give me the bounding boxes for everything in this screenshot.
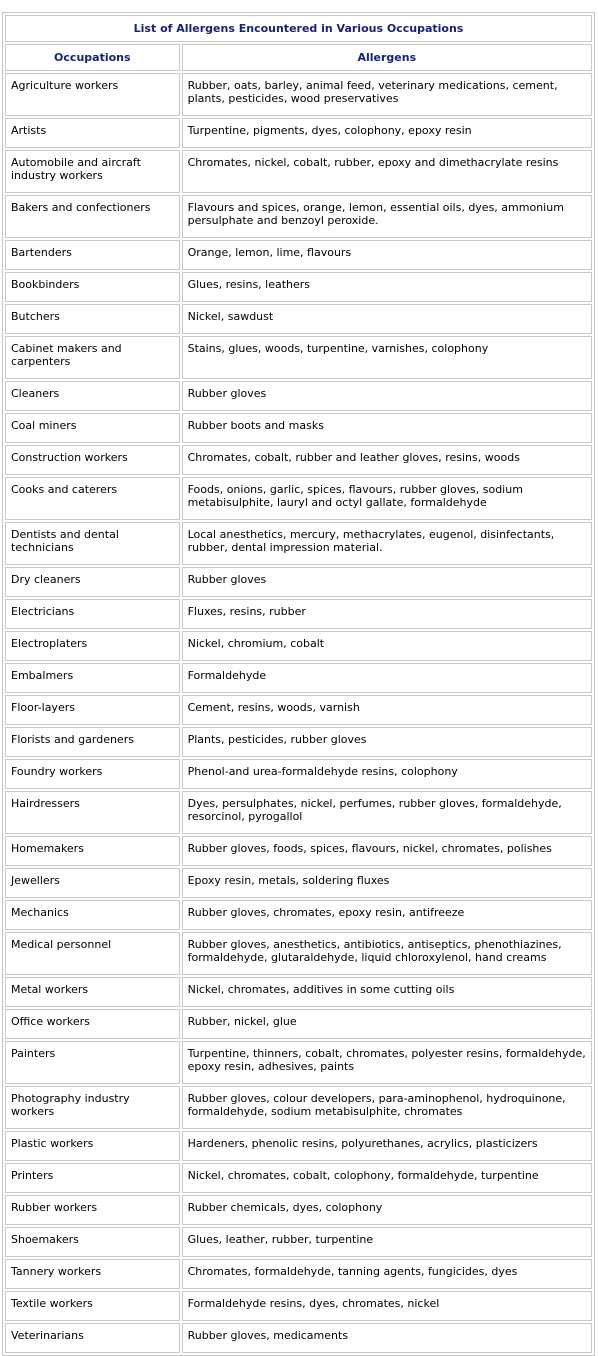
allergens-cell: Rubber gloves, foods, spices, flavours, nickel, chromates, polishes [182, 836, 592, 866]
title-row [5, 15, 592, 42]
table-row [5, 118, 592, 148]
occupation-cell: Foundry workers [5, 759, 180, 789]
allergens-cell: Nickel, chromium, cobalt [182, 631, 592, 661]
allergens-cell: Rubber gloves, colour developers, para-aminophenol, hydroquinone, formaldehyde, sodium metabisulphite, chromates [182, 1086, 592, 1129]
table-row [5, 1131, 592, 1161]
occupation-cell: Rubber workers [5, 1195, 180, 1225]
table-row [5, 900, 592, 930]
allergens-cell: Cement, resins, woods, varnish [182, 695, 592, 725]
allergens-cell: Chromates, nickel, cobalt, rubber, epoxy and dimethacrylate resins [182, 150, 592, 193]
allergens-cell: Hardeners, phenolic resins, polyurethanes, acrylics, plasticizers [182, 1131, 592, 1161]
occupation-cell: Photography industry workers [5, 1086, 180, 1129]
occupation-cell: Cooks and caterers [5, 477, 180, 520]
table-row [5, 272, 592, 302]
allergens-cell: Epoxy resin, metals, soldering fluxes [182, 868, 592, 898]
allergens-cell: Fluxes, resins, rubber [182, 599, 592, 629]
occupation-cell: Bookbinders [5, 272, 180, 302]
allergens-cell: Rubber, nickel, glue [182, 1009, 592, 1039]
table-row [5, 932, 592, 975]
allergens-cell: Rubber gloves, medicaments [182, 1323, 592, 1353]
allergens-cell: Rubber gloves, chromates, epoxy resin, antifreeze [182, 900, 592, 930]
table-row [5, 381, 592, 411]
table-row [5, 868, 592, 898]
table-row [5, 1086, 592, 1129]
table-row [5, 1041, 592, 1084]
table-row [5, 695, 592, 725]
occupation-cell: Electroplaters [5, 631, 180, 661]
allergens-cell: Stains, glues, woods, turpentine, varnishes, colophony [182, 336, 592, 379]
occupation-cell: Mechanics [5, 900, 180, 930]
occupation-cell: Butchers [5, 304, 180, 334]
occupation-cell: Jewellers [5, 868, 180, 898]
occupation-cell: Homemakers [5, 836, 180, 866]
allergens-cell: Flavours and spices, orange, lemon, essential oils, dyes, ammonium persulphate and benzoyl peroxide. [182, 195, 592, 238]
table-row [5, 73, 592, 116]
occupation-cell: Cleaners [5, 381, 180, 411]
occupation-cell: Painters [5, 1041, 180, 1084]
table-row [5, 336, 592, 379]
header-row [5, 44, 592, 71]
table-row [5, 1009, 592, 1039]
table-row [5, 663, 592, 693]
occupation-cell: Dry cleaners [5, 567, 180, 597]
table-row [5, 195, 592, 238]
occupation-cell: Shoemakers [5, 1227, 180, 1257]
allergens-cell: Phenol-and urea-formaldehyde resins, colophony [182, 759, 592, 789]
header-allergens: Allergens [182, 44, 592, 71]
table-row [5, 631, 592, 661]
allergens-cell: Foods, onions, garlic, spices, flavours, rubber gloves, sodium metabisulphite, lauryl and octyl gallate, formaldehyde [182, 477, 592, 520]
occupation-cell: Agriculture workers [5, 73, 180, 116]
table-row [5, 150, 592, 193]
allergens-cell: Rubber boots and masks [182, 413, 592, 443]
table-row [5, 522, 592, 565]
allergens-cell: Turpentine, thinners, cobalt, chromates, polyester resins, formaldehyde, epoxy resin, adhesives, paints [182, 1041, 592, 1084]
occupation-cell: Metal workers [5, 977, 180, 1007]
occupation-cell: Coal miners [5, 413, 180, 443]
occupation-cell: Electricians [5, 599, 180, 629]
table-title: List of Allergens Encountered in Various Occupations [5, 15, 592, 42]
table-row [5, 477, 592, 520]
table-row [5, 1323, 592, 1353]
table-row [5, 445, 592, 475]
allergens-cell: Turpentine, pigments, dyes, colophony, epoxy resin [182, 118, 592, 148]
table-body [5, 73, 592, 1353]
allergens-table [2, 12, 595, 1356]
table-row [5, 1163, 592, 1193]
occupation-cell: Artists [5, 118, 180, 148]
allergens-cell: Plants, pesticides, rubber gloves [182, 727, 592, 757]
table-row [5, 836, 592, 866]
allergens-cell: Chromates, formaldehyde, tanning agents, fungicides, dyes [182, 1259, 592, 1289]
allergens-cell: Rubber gloves [182, 567, 592, 597]
allergens-cell: Formaldehyde resins, dyes, chromates, nickel [182, 1291, 592, 1321]
occupation-cell: Bartenders [5, 240, 180, 270]
allergens-cell: Rubber chemicals, dyes, colophony [182, 1195, 592, 1225]
occupation-cell: Plastic workers [5, 1131, 180, 1161]
allergens-cell: Formaldehyde [182, 663, 592, 693]
occupation-cell: Dentists and dental technicians [5, 522, 180, 565]
allergens-cell: Orange, lemon, lime, flavours [182, 240, 592, 270]
occupation-cell: Bakers and confectioners [5, 195, 180, 238]
allergens-cell: Nickel, chromates, additives in some cutting oils [182, 977, 592, 1007]
occupation-cell: Veterinarians [5, 1323, 180, 1353]
table-row [5, 567, 592, 597]
allergens-cell: Nickel, chromates, cobalt, colophony, formaldehyde, turpentine [182, 1163, 592, 1193]
table-row [5, 304, 592, 334]
table-row [5, 1259, 592, 1289]
allergens-cell: Rubber gloves [182, 381, 592, 411]
allergens-cell: Rubber gloves, anesthetics, antibiotics, antiseptics, phenothiazines, formaldehyde, glutaraldehyde, liquid chloroxylenol, hand creams [182, 932, 592, 975]
occupation-cell: Embalmers [5, 663, 180, 693]
occupation-cell: Tannery workers [5, 1259, 180, 1289]
occupation-cell: Cabinet makers and carpenters [5, 336, 180, 379]
occupation-cell: Office workers [5, 1009, 180, 1039]
occupation-cell: Printers [5, 1163, 180, 1193]
table-row [5, 977, 592, 1007]
occupation-cell: Medical personnel [5, 932, 180, 975]
table-row [5, 1291, 592, 1321]
occupation-cell: Automobile and aircraft industry workers [5, 150, 180, 193]
occupation-cell: Construction workers [5, 445, 180, 475]
allergens-cell: Chromates, cobalt, rubber and leather gloves, resins, woods [182, 445, 592, 475]
occupation-cell: Hairdressers [5, 791, 180, 834]
table-row [5, 413, 592, 443]
occupation-cell: Floor-layers [5, 695, 180, 725]
allergens-cell: Local anesthetics, mercury, methacrylates, eugenol, disinfectants, rubber, dental impression material. [182, 522, 592, 565]
table-row [5, 599, 592, 629]
allergens-cell: Dyes, persulphates, nickel, perfumes, rubber gloves, formaldehyde, resorcinol, pyrogallol [182, 791, 592, 834]
table-row [5, 791, 592, 834]
table-row [5, 727, 592, 757]
table-row [5, 1227, 592, 1257]
table-row [5, 1195, 592, 1225]
allergens-cell: Rubber, oats, barley, animal feed, veterinary medications, cement, plants, pesticides, wood preservatives [182, 73, 592, 116]
allergens-cell: Glues, resins, leathers [182, 272, 592, 302]
table-row [5, 759, 592, 789]
occupation-cell: Florists and gardeners [5, 727, 180, 757]
occupation-cell: Textile workers [5, 1291, 180, 1321]
header-occupations: Occupations [5, 44, 180, 71]
allergens-cell: Nickel, sawdust [182, 304, 592, 334]
table-row [5, 240, 592, 270]
allergens-cell: Glues, leather, rubber, turpentine [182, 1227, 592, 1257]
